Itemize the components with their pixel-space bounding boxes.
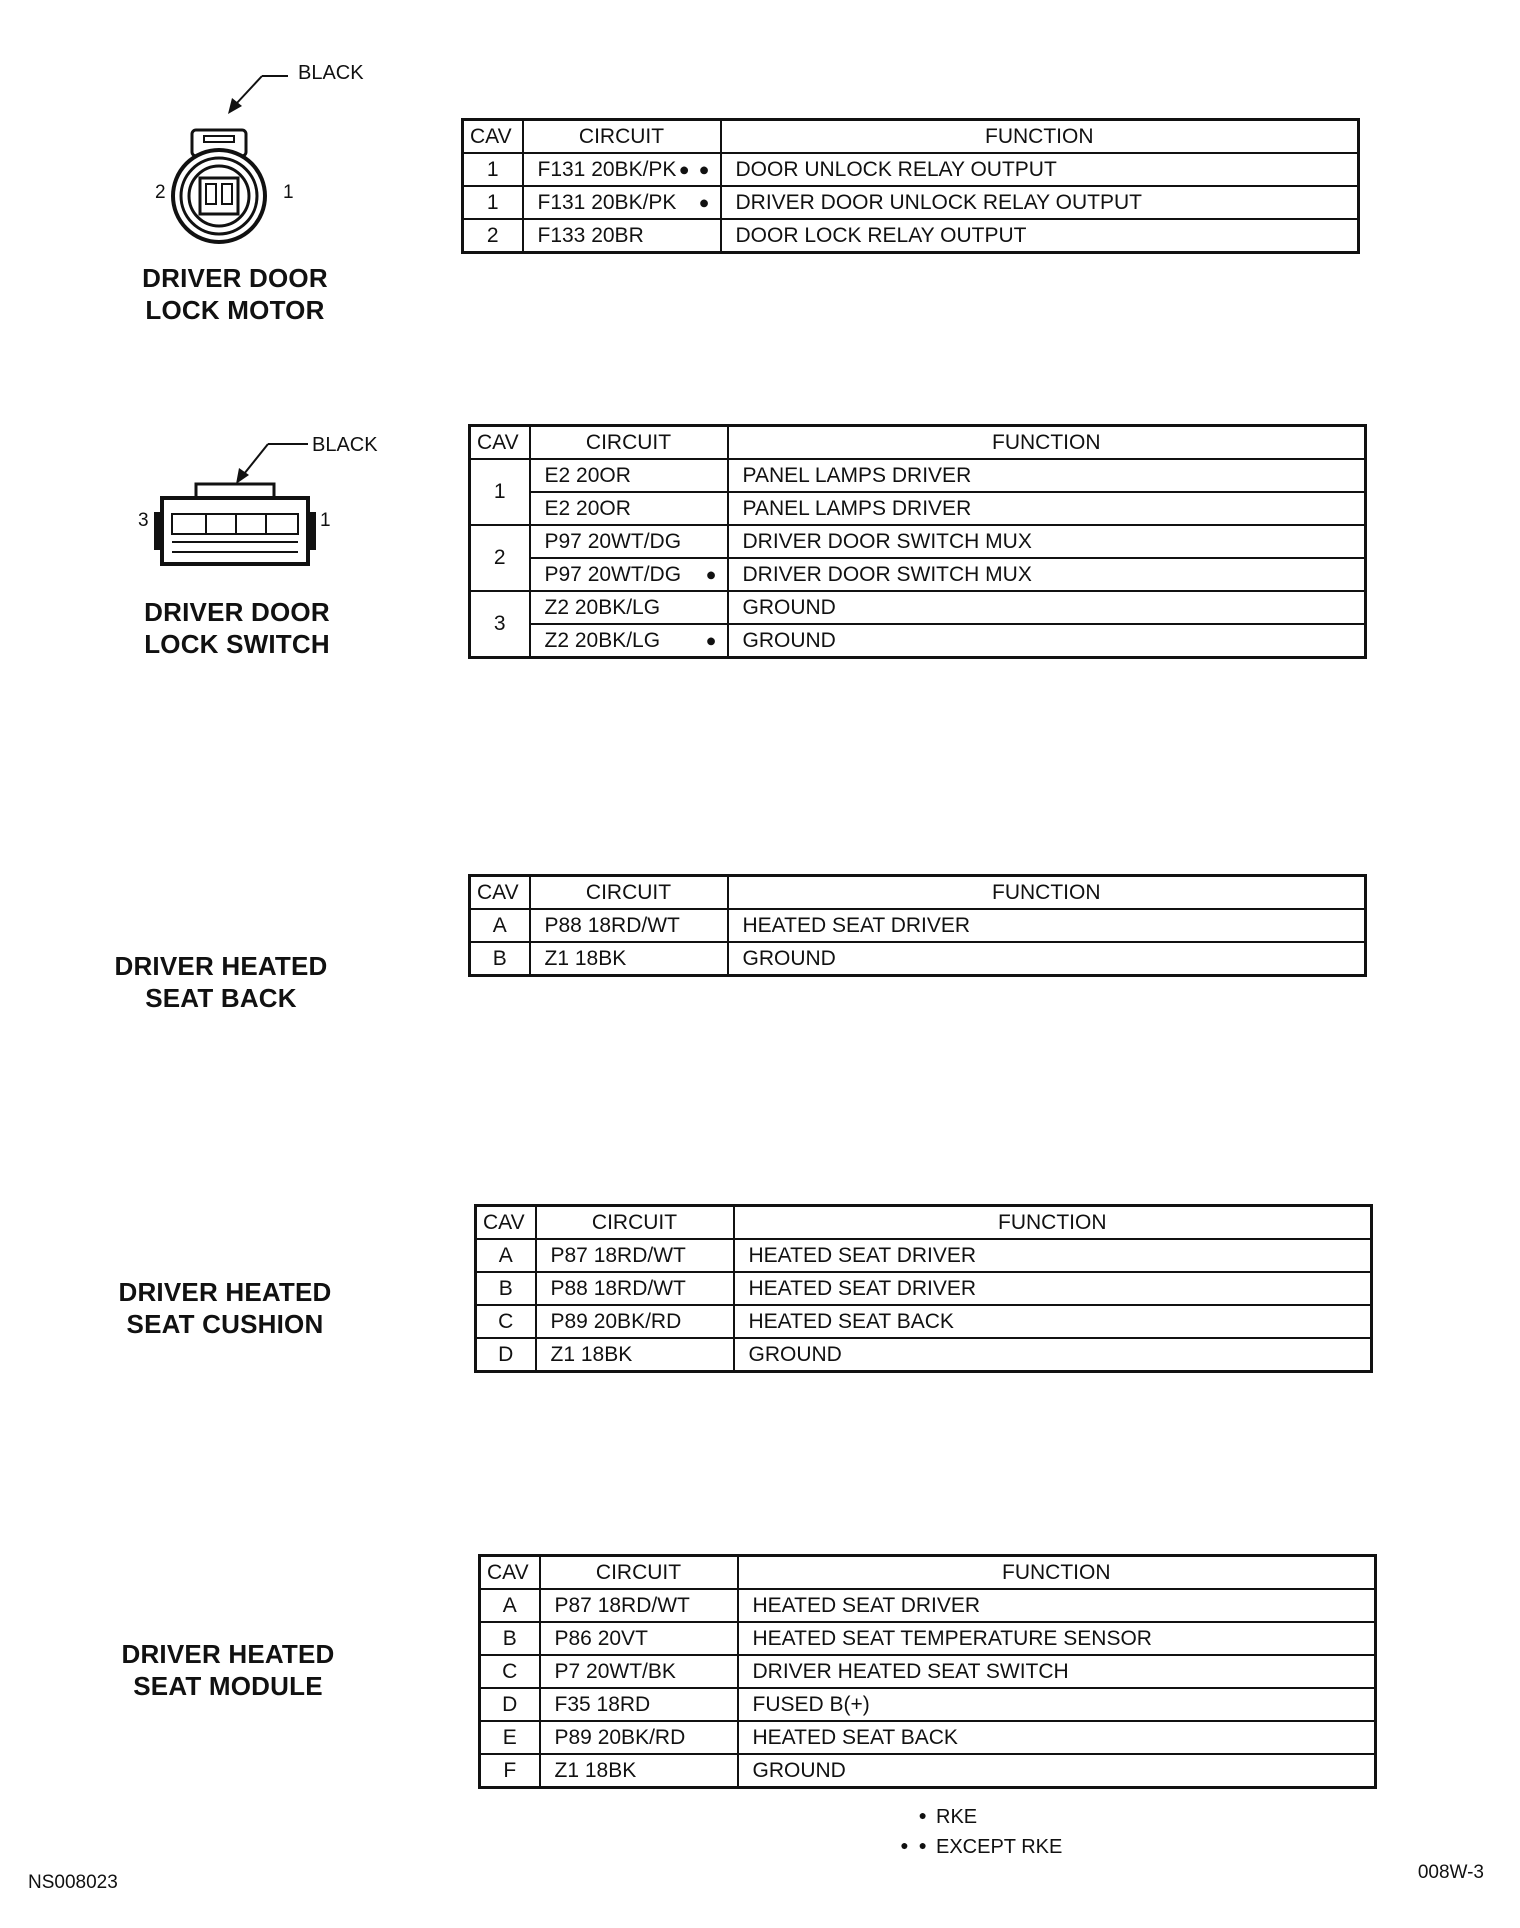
circuit-cell: Z1 18BK bbox=[530, 942, 728, 976]
circuit-cell: F131 20BK/PK ● ● bbox=[523, 153, 721, 186]
table-header-row bbox=[470, 876, 1366, 910]
table-row bbox=[463, 153, 1359, 186]
table-row bbox=[470, 525, 1366, 558]
cav-cell: 1 bbox=[470, 459, 530, 525]
connector-name: DRIVER HEATED SEAT MODULE bbox=[121, 1639, 335, 1701]
table-row bbox=[476, 1272, 1372, 1305]
circuit-cell: F131 20BK/PK ● bbox=[523, 186, 721, 219]
pinout-table bbox=[468, 874, 1367, 977]
column-header-circuit: CIRCUIT bbox=[540, 1556, 738, 1590]
pin-number: 1 bbox=[320, 510, 331, 531]
circuit-cell: P89 20BK/RD bbox=[540, 1721, 738, 1754]
column-header-function: FUNCTION bbox=[721, 120, 1359, 154]
pin-number: 2 bbox=[155, 182, 166, 203]
column-header-cav: CAV bbox=[470, 876, 530, 910]
table-row bbox=[480, 1688, 1376, 1721]
column-header-function: FUNCTION bbox=[734, 1206, 1372, 1240]
pinout-table bbox=[461, 118, 1360, 254]
cav-cell: D bbox=[480, 1688, 540, 1721]
cav-cell: 1 bbox=[463, 153, 523, 186]
table-header-row bbox=[476, 1206, 1372, 1240]
connector-name: DRIVER HEATED SEAT BACK bbox=[114, 951, 328, 1013]
column-header-function: FUNCTION bbox=[728, 426, 1366, 460]
legend-except-rke bbox=[890, 1836, 1062, 1859]
circuit-cell: P97 20WT/DG ● bbox=[530, 558, 728, 591]
circuit-cell: P88 18RD/WT bbox=[536, 1272, 734, 1305]
table-row bbox=[470, 558, 1366, 591]
table-row bbox=[470, 459, 1366, 492]
circuit-cell: Z1 18BK bbox=[536, 1338, 734, 1372]
function-cell: HEATED SEAT DRIVER bbox=[734, 1239, 1372, 1272]
table-header-row bbox=[463, 120, 1359, 154]
circuit-cell: Z2 20BK/LG bbox=[530, 591, 728, 624]
column-header-cav: CAV bbox=[476, 1206, 536, 1240]
circuit-cell: Z1 18BK bbox=[540, 1754, 738, 1788]
cav-cell: 1 bbox=[463, 186, 523, 219]
function-cell: HEATED SEAT DRIVER bbox=[738, 1589, 1376, 1622]
column-header-cav: CAV bbox=[470, 426, 530, 460]
function-cell: DRIVER HEATED SEAT SWITCH bbox=[738, 1655, 1376, 1688]
table-row bbox=[470, 591, 1366, 624]
column-header-circuit: CIRCUIT bbox=[530, 426, 728, 460]
function-cell: DRIVER DOOR SWITCH MUX bbox=[728, 558, 1366, 591]
function-cell: GROUND bbox=[728, 591, 1366, 624]
cav-cell: B bbox=[480, 1622, 540, 1655]
function-cell: HEATED SEAT DRIVER bbox=[728, 909, 1366, 942]
connector-color-callout: BLACK bbox=[298, 62, 364, 84]
circuit-cell: P89 20BK/RD bbox=[536, 1305, 734, 1338]
connector-name: DRIVER DOOR LOCK MOTOR bbox=[142, 263, 328, 325]
circuit-cell: P87 18RD/WT bbox=[536, 1239, 734, 1272]
cav-cell: 2 bbox=[463, 219, 523, 253]
cav-cell: 2 bbox=[470, 525, 530, 591]
door-lock-motor-connector-icon bbox=[160, 64, 310, 254]
table-row bbox=[463, 219, 1359, 253]
pin-number: 1 bbox=[283, 182, 294, 203]
cav-cell: A bbox=[476, 1239, 536, 1272]
table-row bbox=[470, 942, 1366, 976]
function-cell: PANEL LAMPS DRIVER bbox=[728, 492, 1366, 525]
cav-cell: E bbox=[480, 1721, 540, 1754]
function-cell: DRIVER DOOR UNLOCK RELAY OUTPUT bbox=[721, 186, 1359, 219]
circuit-cell: P7 20WT/BK bbox=[540, 1655, 738, 1688]
option-marker: ● ● bbox=[678, 159, 712, 179]
function-cell: FUSED B(+) bbox=[738, 1688, 1376, 1721]
cav-cell: F bbox=[480, 1754, 540, 1788]
function-cell: GROUND bbox=[734, 1338, 1372, 1372]
cav-cell: A bbox=[480, 1589, 540, 1622]
column-header-function: FUNCTION bbox=[738, 1556, 1376, 1590]
table-row bbox=[470, 909, 1366, 942]
legend-text: RKE bbox=[936, 1806, 978, 1828]
circuit-cell: F35 18RD bbox=[540, 1688, 738, 1721]
option-marker: ● bbox=[698, 192, 712, 212]
column-header-cav: CAV bbox=[480, 1556, 540, 1590]
door-lock-switch-connector-icon bbox=[150, 434, 320, 574]
circuit-cell: F133 20BR bbox=[523, 219, 721, 253]
table-row bbox=[476, 1239, 1372, 1272]
table-row bbox=[480, 1655, 1376, 1688]
function-cell: DOOR UNLOCK RELAY OUTPUT bbox=[721, 153, 1359, 186]
table-row bbox=[463, 186, 1359, 219]
function-cell: GROUND bbox=[738, 1754, 1376, 1788]
table-header-row bbox=[480, 1556, 1376, 1590]
function-cell: HEATED SEAT BACK bbox=[738, 1721, 1376, 1754]
connector-name: DRIVER HEATED SEAT CUSHION bbox=[118, 1277, 332, 1339]
table-row bbox=[476, 1305, 1372, 1338]
cav-cell: B bbox=[476, 1272, 536, 1305]
column-header-function: FUNCTION bbox=[728, 876, 1366, 910]
column-header-cav: CAV bbox=[463, 120, 523, 154]
cav-cell: C bbox=[476, 1305, 536, 1338]
function-cell: HEATED SEAT TEMPERATURE SENSOR bbox=[738, 1622, 1376, 1655]
pin-number: 3 bbox=[138, 510, 149, 531]
table-row bbox=[480, 1589, 1376, 1622]
connector-name: DRIVER DOOR LOCK SWITCH bbox=[144, 597, 330, 659]
circuit-cell: P97 20WT/DG bbox=[530, 525, 728, 558]
legend-marker-icon: ● ● bbox=[900, 1837, 930, 1853]
circuit-cell: E2 20OR bbox=[530, 459, 728, 492]
function-cell: HEATED SEAT DRIVER bbox=[734, 1272, 1372, 1305]
legend-rke bbox=[890, 1806, 977, 1829]
table-header-row bbox=[470, 426, 1366, 460]
table-row bbox=[470, 624, 1366, 658]
function-cell: DOOR LOCK RELAY OUTPUT bbox=[721, 219, 1359, 253]
cav-cell: A bbox=[470, 909, 530, 942]
table-row bbox=[480, 1622, 1376, 1655]
pinout-table bbox=[468, 424, 1367, 659]
function-cell: PANEL LAMPS DRIVER bbox=[728, 459, 1366, 492]
cav-cell: 3 bbox=[470, 591, 530, 658]
circuit-cell: Z2 20BK/LG ● bbox=[530, 624, 728, 658]
cav-cell: B bbox=[470, 942, 530, 976]
legend-text: EXCEPT RKE bbox=[936, 1836, 1063, 1858]
cav-cell: D bbox=[476, 1338, 536, 1372]
function-cell: HEATED SEAT BACK bbox=[734, 1305, 1372, 1338]
function-cell: GROUND bbox=[728, 942, 1366, 976]
function-cell: GROUND bbox=[728, 624, 1366, 658]
pinout-table bbox=[474, 1204, 1373, 1373]
column-header-circuit: CIRCUIT bbox=[530, 876, 728, 910]
pinout-table bbox=[478, 1554, 1377, 1789]
document-id: NS008023 bbox=[28, 1872, 118, 1893]
circuit-cell: P87 18RD/WT bbox=[540, 1589, 738, 1622]
circuit-cell: P88 18RD/WT bbox=[530, 909, 728, 942]
page-code: 008W-3 bbox=[1417, 1862, 1484, 1883]
circuit-cell: P86 20VT bbox=[540, 1622, 738, 1655]
legend-marker-icon: ● bbox=[918, 1807, 930, 1823]
column-header-circuit: CIRCUIT bbox=[523, 120, 721, 154]
table-row bbox=[470, 492, 1366, 525]
function-cell: DRIVER DOOR SWITCH MUX bbox=[728, 525, 1366, 558]
option-marker: ● bbox=[705, 564, 719, 584]
column-header-circuit: CIRCUIT bbox=[536, 1206, 734, 1240]
table-row bbox=[476, 1338, 1372, 1372]
table-row bbox=[480, 1754, 1376, 1788]
table-row bbox=[480, 1721, 1376, 1754]
option-marker: ● bbox=[705, 630, 719, 650]
circuit-cell: E2 20OR bbox=[530, 492, 728, 525]
connector-color-callout: BLACK bbox=[312, 434, 378, 456]
cav-cell: C bbox=[480, 1655, 540, 1688]
